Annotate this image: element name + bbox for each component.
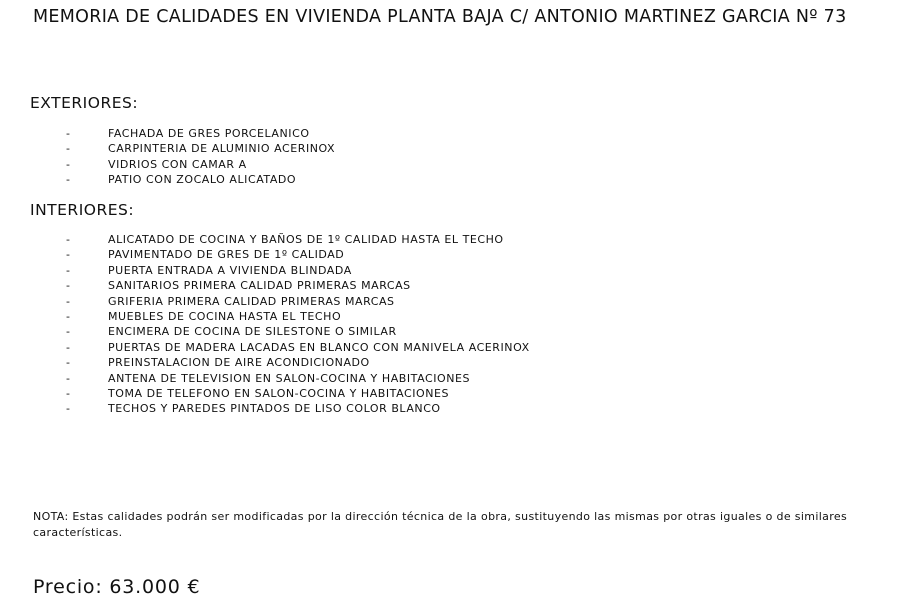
document-title: MEMORIA DE CALIDADES EN VIVIENDA PLANTA BAJA C/ ANTONIO MARTINEZ GARCIA Nº 73 (33, 7, 847, 27)
list-bullet: - (66, 386, 70, 400)
list-bullet: - (66, 294, 70, 308)
list-item-text: MUEBLES DE COCINA HASTA EL TECHO (108, 309, 342, 323)
list-bullet: - (66, 402, 70, 416)
list-item-text: TECHOS Y PAREDES PINTADOS DE LISO COLOR BLANCO (108, 402, 441, 416)
list-item-text: CARPINTERIA DE ALUMINIO ACERINOX (108, 142, 336, 156)
list-bullet: - (66, 309, 70, 323)
price-label: Precio: 63.000 € (33, 576, 201, 598)
list-item-text: FACHADA DE GRES PORCELANICO (108, 127, 310, 140)
list-bullet: - (66, 340, 70, 354)
list-item-text: PUERTA ENTRADA A VIVIENDA BLINDADA (108, 263, 352, 277)
list-bullet: - (66, 127, 70, 140)
list-item-text: GRIFERIA PRIMERA CALIDAD PRIMERAS MARCAS (108, 294, 395, 308)
list-bullet: - (66, 142, 70, 156)
list-bullet: - (66, 325, 70, 339)
list-item-text: ALICATADO DE COCINA Y BAÑOS DE 1º CALIDAD HASTA EL TECHO (108, 233, 504, 246)
list-item-text: SANITARIOS PRIMERA CALIDAD PRIMERAS MARCAS (108, 279, 411, 293)
list-bullet: - (66, 173, 70, 187)
list-bullet: - (66, 263, 70, 277)
list-bullet: - (66, 356, 70, 370)
list-item-text: ENCIMERA DE COCINA DE SILESTONE O SIMILAR (108, 325, 397, 339)
list-item-text: PATIO CON ZOCALO ALICATADO (108, 173, 297, 187)
section-heading-interiores: INTERIORES: (30, 201, 135, 219)
note-paragraph: NOTA: Estas calidades podrán ser modificadas por la dirección técnica de la obra, sustituyendo las mismas por otras iguales o de similares características. (33, 510, 848, 539)
list-item-text: ANTENA DE TELEVISION EN SALON-COCINA Y HABITACIONES (108, 371, 471, 385)
list-bullet: - (66, 279, 70, 293)
list-item-text: PUERTAS DE MADERA LACADAS EN BLANCO CON MANIVELA ACERINOX (108, 340, 530, 354)
list-bullet: - (66, 371, 70, 385)
list-item-text: PREINSTALACION DE AIRE ACONDICIONADO (108, 356, 370, 370)
list-bullet: - (66, 157, 70, 171)
list-item-text: PAVIMENTADO DE GRES DE 1º CALIDAD (108, 248, 345, 262)
list-item-text: TOMA DE TELEFONO EN SALON-COCINA Y HABITACIONES (108, 386, 450, 400)
list-bullet: - (66, 248, 70, 262)
list-bullet: - (66, 233, 70, 246)
list-item-text: VIDRIOS CON CAMAR A (108, 157, 247, 171)
section-heading-exteriores: EXTERIORES: (30, 94, 139, 112)
